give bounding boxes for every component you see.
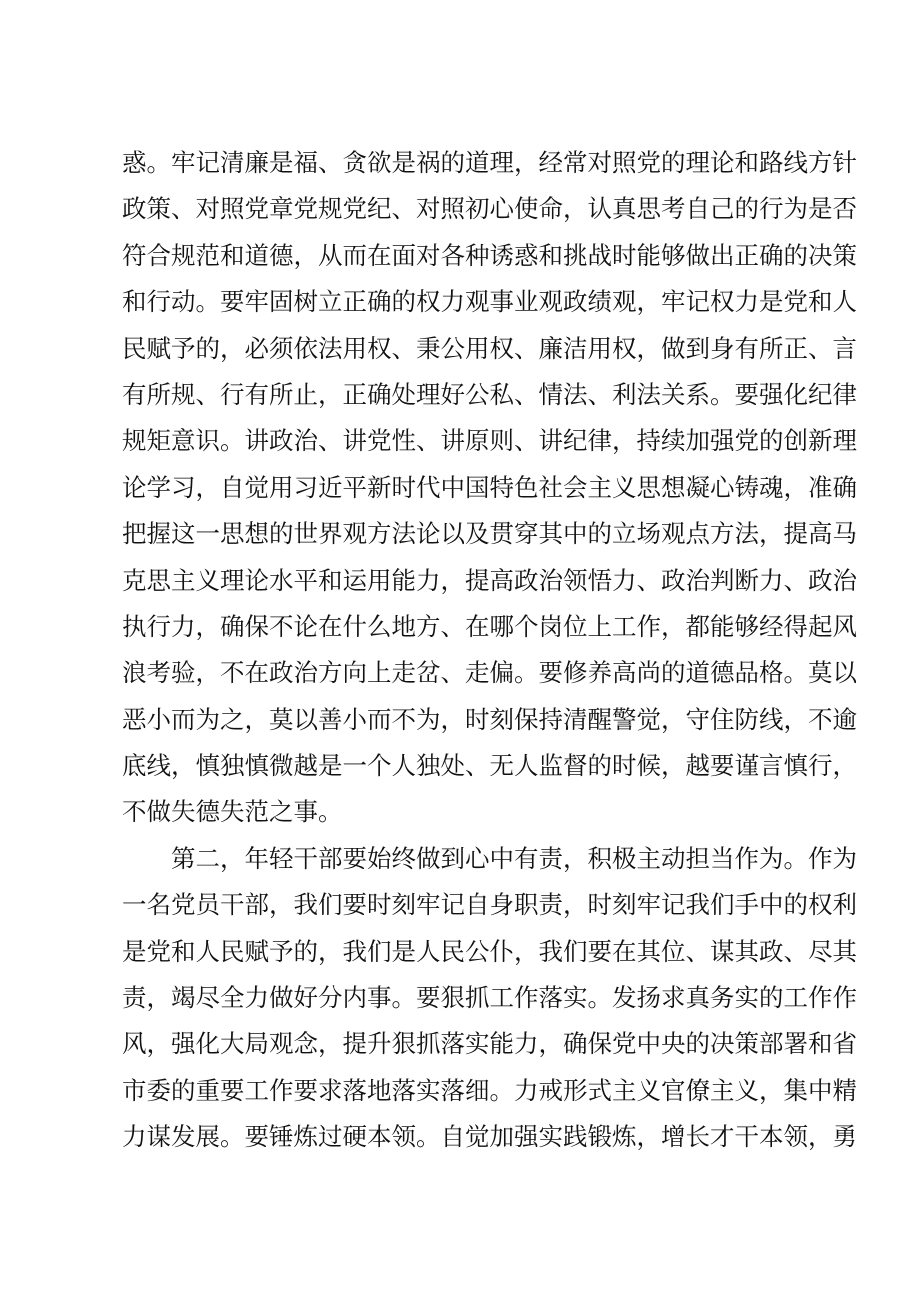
text-line: 浪考验，不在政治方向上走岔、走偏。要修养高尚的道德品格。莫以 (122, 658, 857, 688)
text-line: 执行力，确保不论在什么地方、在哪个岗位上工作，都能够经得起风 (122, 611, 857, 641)
text-line: 责，竭尽全力做好分内事。要狠抓工作落实。发扬求真务实的工作作 (122, 983, 857, 1013)
text-line: 不做失德失范之事。 (122, 797, 343, 827)
paragraph-2 (122, 836, 857, 1161)
text-line: 论学习，自觉用习近平新时代中国特色社会主义思想凝心铸魂，准确 (122, 472, 857, 502)
text-line: 政策、对照党章党规党纪、对照初心使命，认真思考自己的行为是否 (122, 194, 857, 224)
text-line: 民赋予的，必须依法用权、秉公用权、廉洁用权，做到身有所正、言 (122, 333, 857, 363)
text-line: 符合规范和道德，从而在面对各种诱惑和挑战时能够做出正确的决策 (122, 240, 857, 270)
document-body (122, 140, 857, 1161)
text-line: 第二，年轻干部要始终做到心中有责，积极主动担当作为。作为 (171, 843, 857, 873)
text-line: 市委的重要工作要求落地落实落细。力戒形式主义官僚主义，集中精 (122, 1075, 857, 1105)
text-line: 规矩意识。讲政治、讲党性、讲原则、讲纪律，持续加强党的创新理 (122, 426, 857, 456)
text-line: 力谋发展。要锤炼过硬本领。自觉加强实践锻炼，增长才干本领，勇 (122, 1122, 857, 1152)
text-line: 底线，慎独慎微越是一个人独处、无人监督的时候，越要谨言慎行， (122, 751, 857, 781)
text-line: 把握这一思想的世界观方法论以及贯穿其中的立场观点方法，提高马 (122, 519, 857, 549)
text-line: 是党和人民赋予的，我们是人民公仆，我们要在其位、谋其政、尽其 (122, 936, 857, 966)
text-line: 克思主义理论水平和运用能力，提高政治领悟力、政治判断力、政治 (122, 565, 857, 595)
text-line: 惑。牢记清廉是福、贪欲是祸的道理，经常对照党的理论和路线方针 (122, 148, 857, 177)
paragraph-1 (122, 140, 857, 836)
text-line: 恶小而为之，莫以善小而不为，时刻保持清醒警觉，守住防线，不逾 (122, 704, 857, 734)
text-line: 一名党员干部，我们要时刻牢记自身职责，时刻牢记我们手中的权利 (122, 890, 857, 920)
text-line: 有所规、行有所止，正确处理好公私、情法、利法关系。要强化纪律 (122, 379, 857, 409)
text-line: 风，强化大局观念，提升狠抓落实能力，确保党中央的决策部署和省 (122, 1029, 857, 1059)
text-line: 和行动。要牢固树立正确的权力观事业观政绩观，牢记权力是党和人 (122, 287, 857, 317)
